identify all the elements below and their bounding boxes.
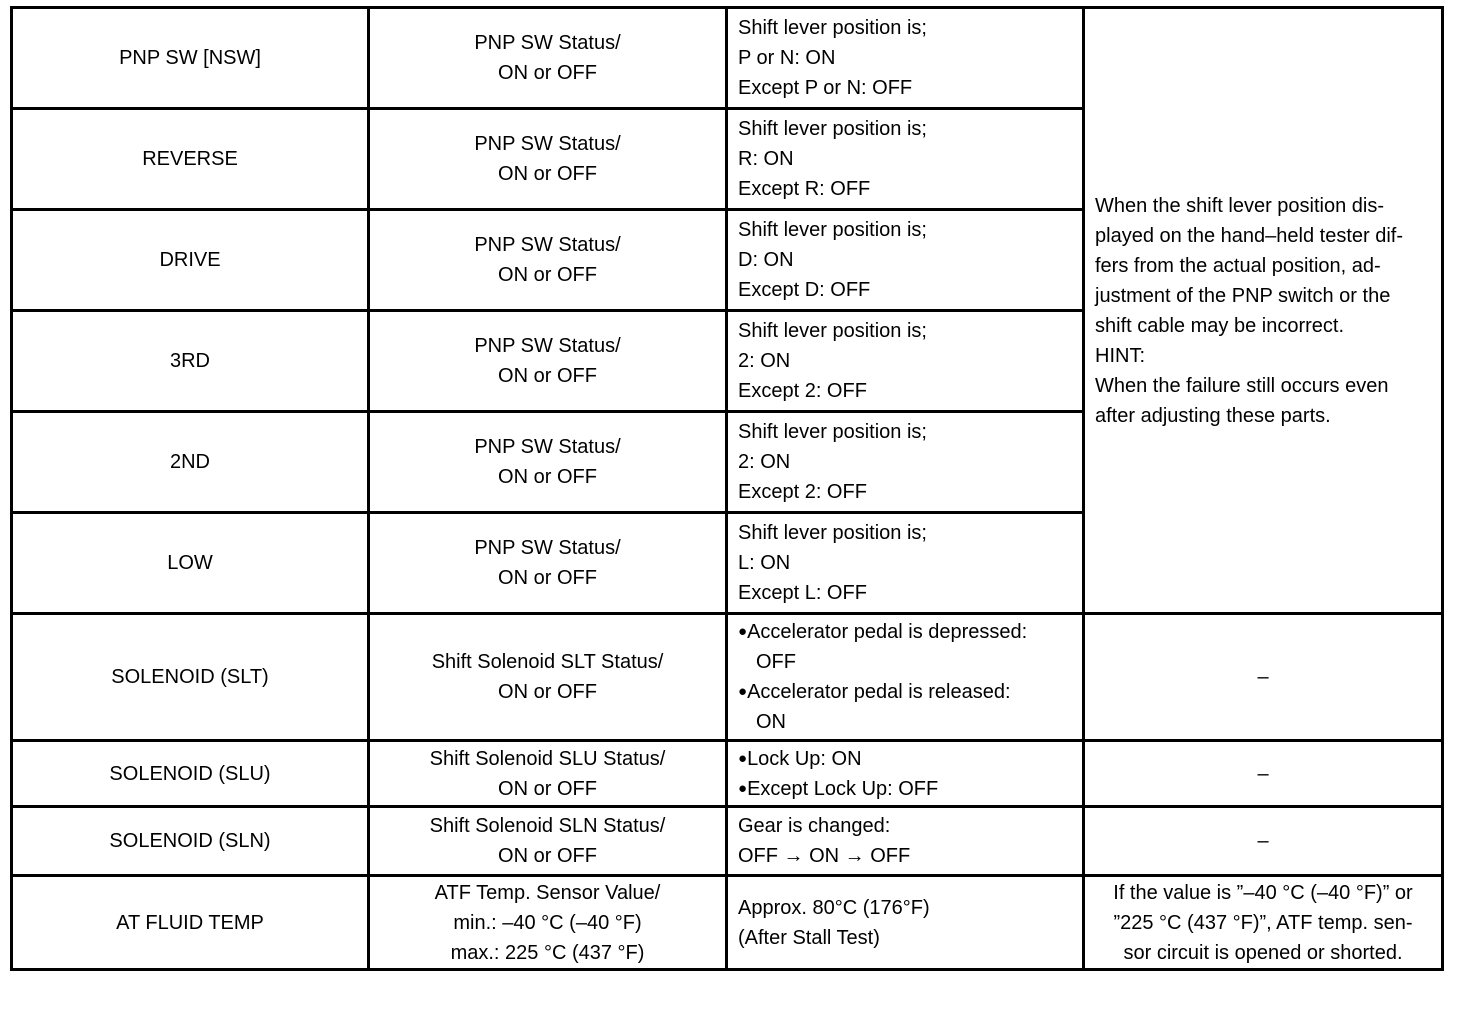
item-cell <box>12 109 369 210</box>
measurement-cell <box>369 807 727 876</box>
note-line: played on the hand–held tester dif- <box>1095 224 1403 247</box>
condition-line: OFF → ON → OFF <box>738 845 911 867</box>
item-cell <box>12 876 369 970</box>
note-line: after adjusting these parts. <box>1095 404 1331 427</box>
hint-label: HINT: <box>1095 344 1145 367</box>
condition-bullet-line: ●Accelerator pedal is released: <box>738 681 1011 703</box>
note-cell <box>1084 741 1443 807</box>
note-cell <box>1084 614 1443 741</box>
measurement-line: ON or OFF <box>498 466 597 488</box>
item-cell <box>12 412 369 513</box>
item-label: 2ND <box>169 451 210 473</box>
condition-line: Approx. 80°C (176°F) <box>738 896 930 919</box>
measurement-line: Shift Solenoid SLU Status/ <box>429 747 666 770</box>
measurement-cell <box>369 876 727 970</box>
item-cell <box>12 741 369 807</box>
measurement-line: ON or OFF <box>498 163 597 185</box>
note-line: ”225 °C (437 °F)”, ATF temp. sen- <box>1113 911 1413 934</box>
item-label: LOW <box>167 552 213 574</box>
measurement-line: Shift Solenoid SLN Status/ <box>429 815 666 837</box>
diagnostic-data-table <box>10 6 1444 971</box>
condition-line: Except D: OFF <box>738 279 871 301</box>
note-cell <box>1084 876 1443 970</box>
bullet-icon: ● <box>738 779 748 797</box>
condition-cell <box>727 311 1084 412</box>
condition-line: Except L: OFF <box>738 582 867 604</box>
measurement-cell <box>369 311 727 412</box>
measurement-cell <box>369 614 727 741</box>
note-dash: – <box>1257 830 1269 852</box>
measurement-line: Shift Solenoid SLT Status/ <box>431 651 664 673</box>
item-label: PNP SW [NSW] <box>119 47 261 69</box>
note-line: shift cable may be incorrect. <box>1095 314 1344 337</box>
item-label: REVERSE <box>142 148 238 170</box>
pnp-note-cell <box>1084 8 1443 614</box>
measurement-line: ON or OFF <box>498 62 597 84</box>
condition-line: Shift lever position is; <box>738 17 927 39</box>
condition-cell <box>727 8 1084 109</box>
condition-line: Shift lever position is; <box>738 219 927 241</box>
item-label: SOLENOID (SLU) <box>109 762 271 785</box>
condition-line: Except P or N: OFF <box>738 77 913 99</box>
item-cell <box>12 210 369 311</box>
condition-cell <box>727 876 1084 970</box>
measurement-line: ATF Temp. Sensor Value/ <box>434 881 661 904</box>
item-cell <box>12 311 369 412</box>
condition-line: (After Stall Test) <box>738 926 880 949</box>
measurement-line: PNP SW Status/ <box>474 335 621 357</box>
condition-line: Except R: OFF <box>738 178 871 200</box>
condition-line: L: ON <box>738 552 791 574</box>
measurement-line: ON or OFF <box>498 777 597 800</box>
condition-line: P or N: ON <box>738 47 836 69</box>
table-row <box>12 876 1443 970</box>
bullet-icon: ● <box>738 749 748 767</box>
item-label: SOLENOID (SLN) <box>109 830 271 852</box>
item-cell <box>12 614 369 741</box>
item-cell <box>12 8 369 109</box>
condition-line: 2: ON <box>738 451 791 473</box>
item-cell <box>12 513 369 614</box>
condition-line: D: ON <box>738 249 794 271</box>
measurement-cell <box>369 741 727 807</box>
condition-bullet-line: ●Lock Up: ON <box>738 747 862 770</box>
note-dash: – <box>1257 666 1269 688</box>
condition-cell <box>727 741 1084 807</box>
condition-line: Shift lever position is; <box>738 320 927 342</box>
measurement-cell <box>369 513 727 614</box>
condition-cell <box>727 210 1084 311</box>
note-line: fers from the actual position, ad- <box>1095 254 1381 277</box>
measurement-line: ON or OFF <box>498 845 597 867</box>
measurement-cell <box>369 109 727 210</box>
measurement-line: PNP SW Status/ <box>474 537 621 559</box>
table-row <box>12 8 1443 109</box>
measurement-cell <box>369 412 727 513</box>
condition-bullet-line: ●Accelerator pedal is depressed: <box>738 621 1028 643</box>
condition-cell <box>727 614 1084 741</box>
bullet-icon: ● <box>738 623 748 640</box>
table-row <box>12 614 1443 741</box>
condition-line: Shift lever position is; <box>738 522 927 544</box>
condition-line: ON <box>756 711 786 733</box>
note-dash: – <box>1257 762 1269 785</box>
condition-cell <box>727 412 1084 513</box>
measurement-line: ON or OFF <box>498 681 597 703</box>
measurement-line: max.: 225 °C (437 °F) <box>450 941 645 964</box>
condition-line: Except 2: OFF <box>738 481 867 503</box>
note-line: When the failure still occurs even <box>1095 374 1389 397</box>
measurement-line: PNP SW Status/ <box>474 32 621 54</box>
condition-cell <box>727 109 1084 210</box>
measurement-line: PNP SW Status/ <box>474 436 621 458</box>
item-label: DRIVE <box>159 249 221 271</box>
item-label: AT FLUID TEMP <box>116 911 264 934</box>
note-cell <box>1084 807 1443 876</box>
measurement-line: ON or OFF <box>498 567 597 589</box>
condition-line: OFF <box>756 651 796 673</box>
table-row <box>12 741 1443 807</box>
condition-bullet-line: ●Except Lock Up: OFF <box>738 777 939 800</box>
note-line: When the shift lever position dis- <box>1095 194 1385 217</box>
table-row <box>12 807 1443 876</box>
condition-line: Gear is changed: <box>738 815 891 837</box>
note-line: If the value is ”–40 °C (–40 °F)” or <box>1113 881 1413 904</box>
measurement-line: ON or OFF <box>498 264 597 286</box>
condition-cell <box>727 807 1084 876</box>
measurement-cell <box>369 8 727 109</box>
measurement-line: PNP SW Status/ <box>474 234 621 256</box>
measurement-line: PNP SW Status/ <box>474 133 621 155</box>
note-line: sor circuit is opened or shorted. <box>1123 941 1403 964</box>
item-cell <box>12 807 369 876</box>
condition-line: 2: ON <box>738 350 791 372</box>
condition-cell <box>727 513 1084 614</box>
condition-line: Except 2: OFF <box>738 380 867 402</box>
measurement-cell <box>369 210 727 311</box>
item-label: SOLENOID (SLT) <box>111 666 269 688</box>
condition-line: Shift lever position is; <box>738 421 927 443</box>
bullet-icon: ● <box>738 683 748 700</box>
item-label: 3RD <box>169 350 210 372</box>
note-line: justment of the PNP switch or the <box>1095 284 1391 307</box>
condition-line: R: ON <box>738 148 794 170</box>
measurement-line: min.: –40 °C (–40 °F) <box>453 911 642 934</box>
measurement-line: ON or OFF <box>498 365 597 387</box>
condition-line: Shift lever position is; <box>738 118 927 140</box>
